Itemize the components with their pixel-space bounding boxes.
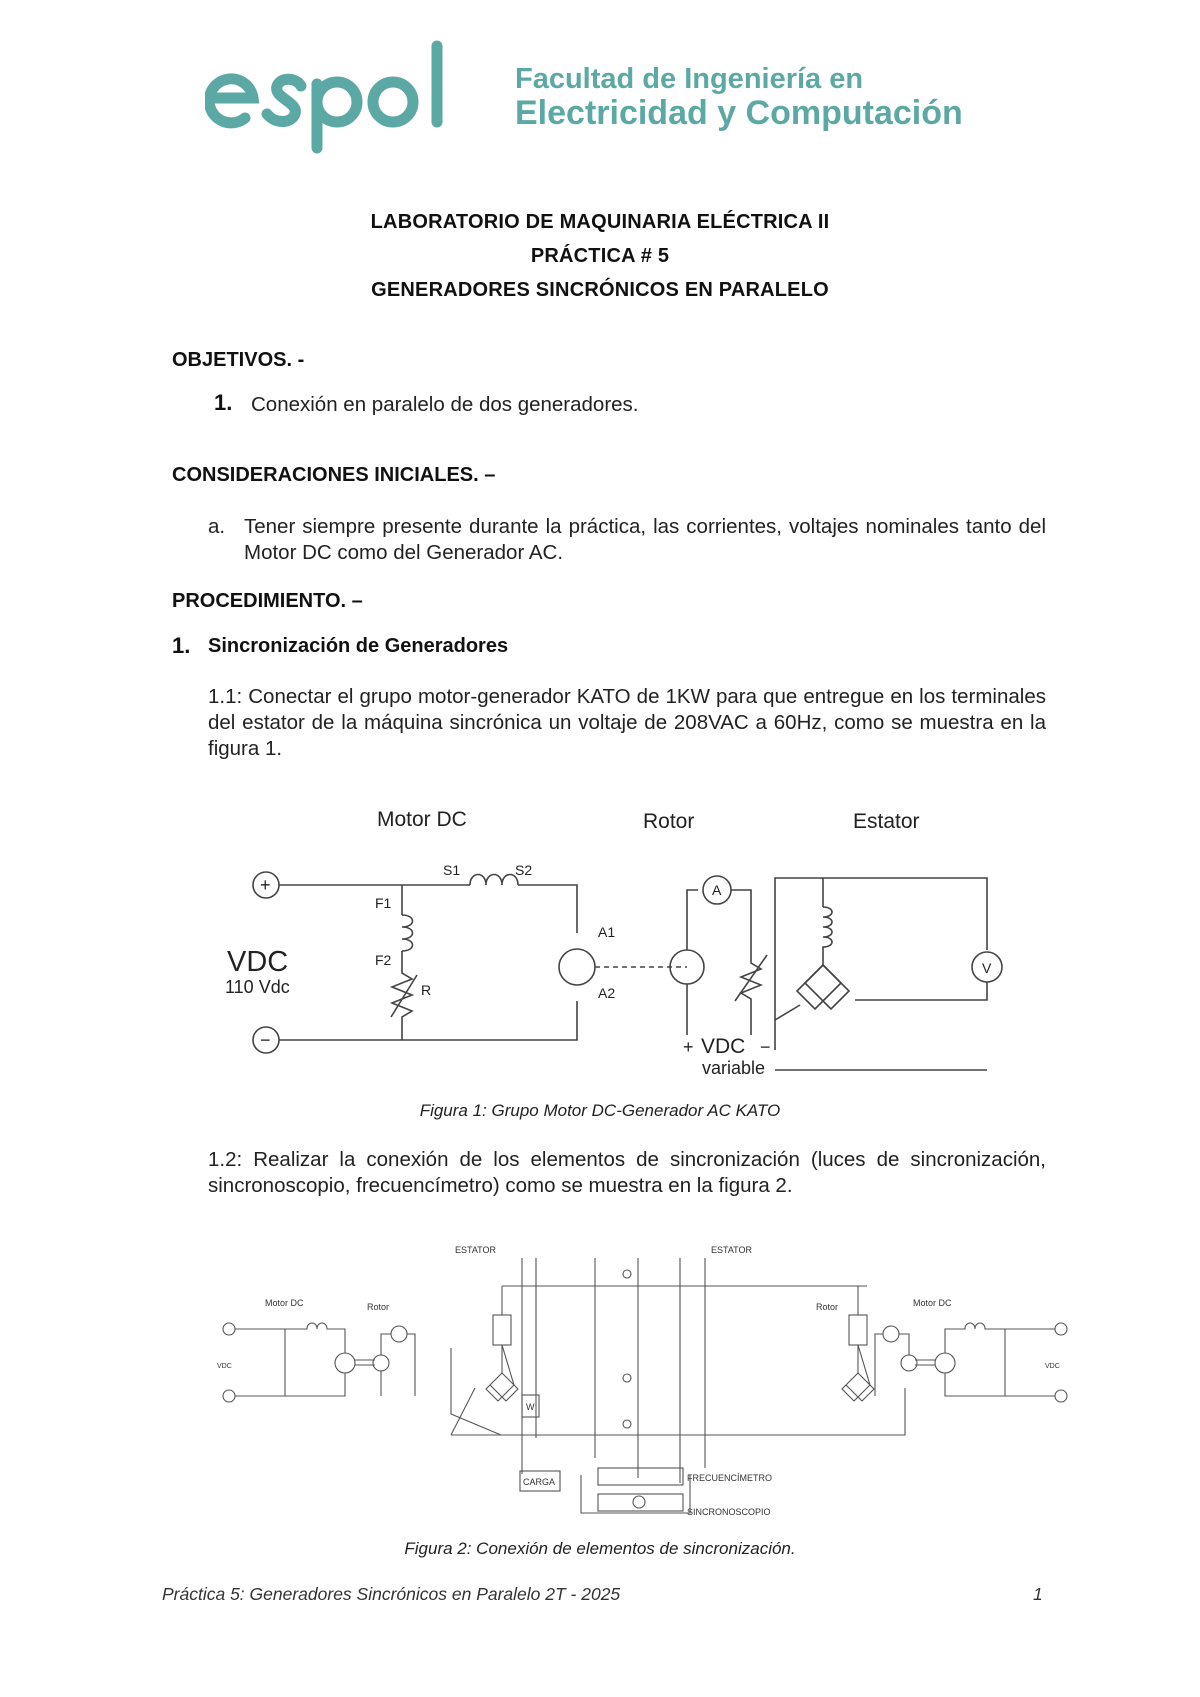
fig1-vdc-label: VDC <box>227 946 289 978</box>
fig1-f1: F1 <box>375 895 392 911</box>
fig1-vdc-var: VDC <box>701 1035 746 1058</box>
fig2-rotor-left: Rotor <box>367 1302 390 1312</box>
document-title-line3: GENERADORES SINCRÓNICOS EN PARALELO <box>371 279 829 301</box>
faculty-line2: Electricidad y Computación <box>515 94 963 132</box>
fig1-minus: − <box>260 1030 271 1050</box>
figure-1-diagram <box>215 795 1065 1085</box>
fig1-estator-label: Estator <box>853 810 920 833</box>
fig1-var-minus: − <box>760 1037 771 1057</box>
fig2-frecuencimetro: FRECUENCÍMETRO <box>687 1473 772 1483</box>
figure-1-caption: Figura 1: Grupo Motor DC-Generador AC KATO <box>419 1101 781 1120</box>
consideracion-label: a. <box>208 515 226 538</box>
fig1-r: R <box>421 982 432 998</box>
espol-logo <box>205 36 470 156</box>
figure-2-caption: Figura 2: Conexión de elementos de sincronización. <box>404 1539 796 1558</box>
fig2-wattmeter: W <box>526 1402 535 1412</box>
faculty-name <box>515 62 963 130</box>
fig1-vdc-var-sub: variable <box>702 1058 766 1078</box>
fig2-carga: CARGA <box>523 1477 556 1487</box>
fig2-estator-right: ESTATOR <box>711 1245 753 1255</box>
fig1-voltmeter: V <box>982 960 992 976</box>
fig2-estator-left: ESTATOR <box>455 1245 497 1255</box>
step-1-1: 1.1: Conectar el grupo motor-generador KATO de 1KW para que entregue en los terminales del estator de la máquina sincrónica un voltaje de 208VAC a 60Hz, como se muestra en la figura 1. <box>208 685 1046 760</box>
fig1-f2: F2 <box>375 952 392 968</box>
fig2-vdc-right: VDC <box>1045 1363 1060 1370</box>
section-number: 1. <box>172 633 191 658</box>
fig1-a1: A1 <box>598 924 616 940</box>
figure-2-diagram <box>215 1238 1075 1528</box>
objetivos-heading: OBJETIVOS. - <box>172 349 305 371</box>
fig2-motor-right: Motor DC <box>913 1298 952 1308</box>
fig1-vdc-value: 110 Vdc <box>225 977 290 997</box>
faculty-line1: Facultad de Ingeniería en <box>515 63 864 95</box>
fig1-rotor-label: Rotor <box>643 810 695 833</box>
step-1-2: 1.2: Realizar la conexión de los elementos de sincronización (luces de sincronización, sincronoscopio, frecuencímetro) como se muestra en la figura 2. <box>208 1148 1046 1197</box>
fig1-s2: S2 <box>515 862 533 878</box>
fig1-a2: A2 <box>598 985 616 1001</box>
fig1-ammeter: A <box>712 882 722 898</box>
fig2-vdc-left: VDC <box>217 1363 232 1370</box>
document-title-line2: PRÁCTICA # 5 <box>530 245 670 267</box>
consideracion-text: Tener siempre presente durante la práctica, las corrientes, voltajes nominales tanto del Motor DC como del Generador AC. <box>244 515 1046 564</box>
fig1-var-plus: + <box>683 1037 694 1057</box>
section-title: Sincronización de Generadores <box>208 635 509 657</box>
fig1-s1: S1 <box>443 862 461 878</box>
objetivo-text: Conexión en paralelo de dos generadores. <box>251 393 639 416</box>
fig2-motor-left: Motor DC <box>265 1298 304 1308</box>
fig2-rotor-right: Rotor <box>816 1302 839 1312</box>
footer-text: Práctica 5: Generadores Sincrónicos en Paralelo 2T - 2025 <box>162 1584 621 1604</box>
fig1-motor-label: Motor DC <box>377 808 467 831</box>
consideraciones-heading: CONSIDERACIONES INICIALES. – <box>172 464 496 486</box>
document-title-line1: LABORATORIO DE MAQUINARIA ELÉCTRICA II <box>370 211 830 233</box>
page-number: 1 <box>1033 1584 1043 1604</box>
fig1-plus: + <box>260 875 271 895</box>
procedimiento-heading: PROCEDIMIENTO. – <box>172 590 363 612</box>
fig2-sincronoscopio: SINCRONOSCOPIO <box>687 1507 771 1517</box>
objetivo-number: 1. <box>214 390 233 415</box>
